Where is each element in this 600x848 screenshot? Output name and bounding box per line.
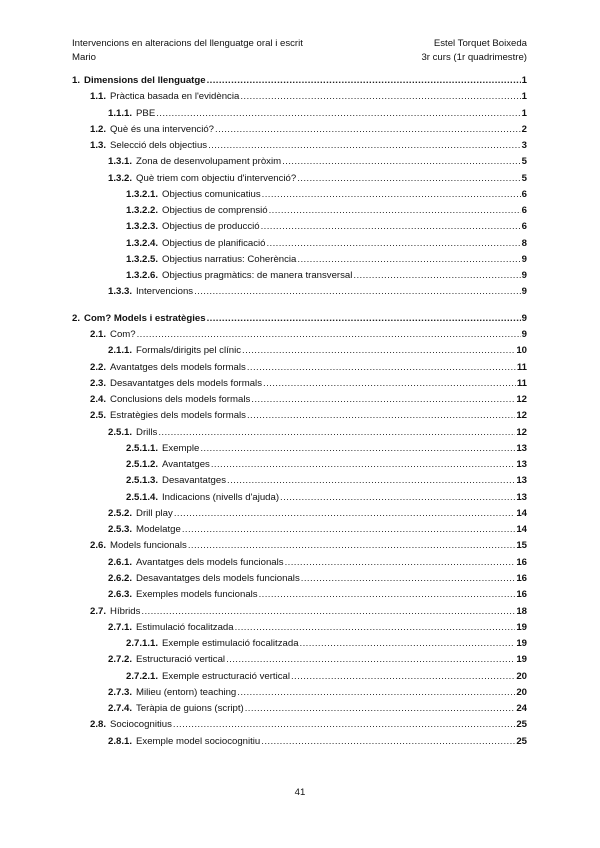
toc-entry-page: 14 bbox=[516, 524, 527, 536]
toc-entry-page: 20 bbox=[516, 686, 527, 698]
toc-entry-page: 19 bbox=[516, 654, 527, 666]
toc-entry-title: Estructuració vertical bbox=[136, 654, 226, 666]
toc-entry[interactable] bbox=[72, 636, 527, 652]
toc-entry-title: Com? bbox=[110, 328, 136, 340]
toc-entry[interactable] bbox=[72, 555, 527, 571]
toc-entry[interactable] bbox=[72, 89, 527, 105]
toc-entry-title: Exemple estimulació focalitzada bbox=[162, 638, 299, 650]
toc-entry-page: 16 bbox=[516, 572, 527, 584]
toc-entry-title: Objectius comunicatius bbox=[162, 188, 261, 200]
toc-entry-number: 1.1.1. bbox=[108, 107, 133, 119]
toc-leader-dots bbox=[297, 252, 520, 268]
toc-entry-number: 1.3.2. bbox=[108, 172, 133, 184]
toc-entry-number: 1.3.2.6. bbox=[126, 270, 159, 282]
toc-entry-title: Desavantatges dels models funcionals bbox=[136, 572, 300, 584]
toc-entry-number: 2.7.3. bbox=[108, 686, 133, 698]
toc-section-gap bbox=[72, 301, 527, 311]
toc-entry-number: 2.2. bbox=[90, 361, 107, 373]
toc-entry-title: Pràctica basada en l'evidència bbox=[110, 91, 240, 103]
page-header bbox=[72, 37, 527, 65]
toc-entry-title: Avantatges bbox=[162, 459, 210, 471]
toc-entry-title: Desavantatges dels models formals bbox=[110, 377, 262, 389]
toc-entry-page: 16 bbox=[516, 589, 527, 601]
toc-entry-title: Híbrids bbox=[110, 605, 141, 617]
toc-entry[interactable] bbox=[72, 203, 527, 219]
toc-entry-page: 13 bbox=[516, 491, 527, 503]
header-author: Estel Torquet Boixeda bbox=[433, 38, 527, 49]
toc-leader-dots bbox=[247, 408, 515, 424]
toc-leader-dots bbox=[237, 685, 515, 701]
toc-entry-title: Indicacions (nivells d'ajuda) bbox=[162, 491, 280, 503]
toc-leader-dots bbox=[269, 203, 521, 219]
toc-entry[interactable] bbox=[72, 701, 527, 717]
toc-entry-page: 18 bbox=[516, 605, 527, 617]
toc-entry-title: Què triem com objectiu d'intervenció? bbox=[136, 172, 297, 184]
toc-entry-page: 14 bbox=[516, 507, 527, 519]
toc-leader-dots bbox=[137, 327, 521, 343]
toc-entry-page: 9 bbox=[521, 328, 527, 340]
toc-entry-number: 2.7.1.1. bbox=[126, 638, 159, 650]
toc-entry-title: Objectius narratius: Coherència bbox=[162, 253, 297, 265]
toc-entry-number: 2. bbox=[72, 312, 81, 324]
toc-entry-title: Avantatges dels models formals bbox=[110, 361, 246, 373]
toc-leader-dots bbox=[158, 425, 515, 441]
toc-entry-title: Dimensions del llenguatge bbox=[84, 75, 206, 86]
toc-entry-title: Drills bbox=[136, 426, 158, 438]
toc-entry[interactable] bbox=[72, 685, 527, 701]
toc-entry-title: Modelatge bbox=[136, 524, 181, 536]
toc-entry-page: 1 bbox=[521, 91, 527, 103]
toc-leader-dots bbox=[227, 473, 515, 489]
toc-entry-number: 1.3. bbox=[90, 140, 107, 152]
toc-entry[interactable] bbox=[72, 669, 527, 685]
toc-entry[interactable] bbox=[72, 311, 527, 327]
toc-leader-dots bbox=[141, 604, 515, 620]
toc-entry-page: 10 bbox=[516, 345, 527, 357]
toc-entry-title: Estimulació focalitzada bbox=[136, 621, 234, 633]
toc-entry[interactable] bbox=[72, 327, 527, 343]
toc-entry-page: 8 bbox=[521, 237, 527, 249]
toc-entry-page: 25 bbox=[516, 719, 527, 731]
toc-leader-dots bbox=[297, 171, 520, 187]
toc-entry-page: 1 bbox=[521, 75, 527, 86]
toc-leader-dots bbox=[259, 587, 516, 603]
toc-entry-number: 2.7.4. bbox=[108, 703, 133, 715]
toc-entry-number: 2.4. bbox=[90, 394, 107, 406]
toc-entry[interactable] bbox=[72, 620, 527, 636]
toc-entry-title: Com? Models i estratègies bbox=[84, 312, 206, 324]
toc-leader-dots bbox=[208, 138, 521, 154]
toc-entry[interactable] bbox=[72, 408, 527, 424]
toc-entry[interactable] bbox=[72, 236, 527, 252]
toc-entry-number: 2.5.1.3. bbox=[126, 475, 159, 487]
toc-entry-page: 13 bbox=[516, 459, 527, 471]
toc-entry[interactable] bbox=[72, 360, 527, 376]
toc-entry-number: 2.7.1. bbox=[108, 621, 133, 633]
toc-entry[interactable] bbox=[72, 473, 527, 489]
toc-entry[interactable] bbox=[72, 106, 527, 122]
toc-entry-number: 2.8. bbox=[90, 719, 107, 731]
toc-entry-number: 2.5.1.1. bbox=[126, 442, 159, 454]
header-row-1 bbox=[72, 37, 527, 51]
toc-entry-title: Objectius de planificació bbox=[162, 237, 266, 249]
toc-entry-title: Objectius de comprensió bbox=[162, 205, 268, 217]
toc-entry[interactable] bbox=[72, 171, 527, 187]
toc-leader-dots bbox=[263, 376, 516, 392]
toc-leader-dots bbox=[291, 669, 515, 685]
toc-entry-title: PBE bbox=[136, 107, 156, 119]
toc-entry[interactable] bbox=[72, 268, 527, 284]
toc-entry-number: 2.5. bbox=[90, 410, 107, 422]
toc-entry[interactable] bbox=[72, 652, 527, 668]
toc-entry-number: 2.5.2. bbox=[108, 507, 133, 519]
toc-entry[interactable] bbox=[72, 538, 527, 554]
toc-leader-dots bbox=[242, 343, 515, 359]
toc-entry-page: 9 bbox=[521, 286, 527, 298]
toc-entry-number: 2.7.2. bbox=[108, 654, 133, 666]
toc-entry-number: 1.1. bbox=[90, 91, 107, 103]
toc-entry-number: 2.6.1. bbox=[108, 556, 133, 568]
toc-entry-page: 12 bbox=[516, 394, 527, 406]
table-of-contents bbox=[72, 73, 527, 750]
toc-entry-page: 16 bbox=[516, 556, 527, 568]
toc-entry-number: 1.3.2.4. bbox=[126, 237, 159, 249]
toc-entry[interactable] bbox=[72, 571, 527, 587]
toc-entry-number: 2.1.1. bbox=[108, 345, 133, 357]
toc-entry[interactable] bbox=[72, 506, 527, 522]
toc-entry-page: 12 bbox=[516, 426, 527, 438]
toc-entry[interactable] bbox=[72, 187, 527, 203]
toc-leader-dots bbox=[301, 571, 516, 587]
toc-entry-title: Formals/dirigits pel clínic bbox=[136, 345, 242, 357]
toc-leader-dots bbox=[261, 219, 521, 235]
toc-leader-dots bbox=[280, 490, 515, 506]
toc-entry[interactable] bbox=[72, 343, 527, 359]
toc-entry-page: 9 bbox=[521, 270, 527, 282]
toc-entry[interactable] bbox=[72, 219, 527, 235]
toc-entry-page: 19 bbox=[516, 621, 527, 633]
toc-entry-title: Avantatges dels models funcionals bbox=[136, 556, 284, 568]
toc-leader-dots bbox=[266, 236, 520, 252]
toc-leader-dots bbox=[240, 89, 520, 105]
toc-leader-dots bbox=[300, 636, 516, 652]
toc-entry[interactable] bbox=[72, 376, 527, 392]
toc-entry[interactable] bbox=[72, 122, 527, 138]
toc-entry[interactable] bbox=[72, 425, 527, 441]
toc-entry-page: 5 bbox=[521, 156, 527, 168]
toc-entry-number: 2.5.1.4. bbox=[126, 491, 159, 503]
toc-entry-number: 2.6.3. bbox=[108, 589, 133, 601]
header-term: 3r curs (1r quadrimestre) bbox=[421, 52, 527, 63]
toc-entry-title: Desavantatges bbox=[162, 475, 227, 487]
toc-leader-dots bbox=[235, 620, 516, 636]
toc-entry-number: 1.2. bbox=[90, 123, 107, 135]
toc-entry-number: 2.6.2. bbox=[108, 572, 133, 584]
toc-entry[interactable] bbox=[72, 717, 527, 733]
toc-entry-page: 6 bbox=[521, 221, 527, 233]
toc-leader-dots bbox=[285, 555, 516, 571]
toc-leader-dots bbox=[194, 284, 521, 300]
toc-entry-title: Teràpia de guions (script) bbox=[136, 703, 244, 715]
toc-entry-number: 2.5.1.2. bbox=[126, 459, 159, 471]
toc-leader-dots bbox=[251, 392, 515, 408]
toc-entry[interactable] bbox=[72, 587, 527, 603]
toc-entry-page: 19 bbox=[516, 638, 527, 650]
toc-entry-title: Exemple estructuració vertical bbox=[162, 670, 290, 682]
toc-entry-title: Estratègies dels models formals bbox=[110, 410, 246, 422]
toc-leader-dots bbox=[353, 268, 520, 284]
toc-entry-page: 25 bbox=[516, 735, 527, 747]
toc-entry-page: 11 bbox=[516, 361, 527, 373]
toc-entry-title: Zona de desenvolupament pròxim bbox=[136, 156, 282, 168]
toc-entry-page: 1 bbox=[521, 107, 527, 119]
toc-entry-number: 1.3.3. bbox=[108, 286, 133, 298]
toc-entry-title: Models funcionals bbox=[110, 540, 187, 552]
toc-entry-page: 13 bbox=[516, 442, 527, 454]
toc-entry[interactable] bbox=[72, 490, 527, 506]
header-course-title: Intervencions en alteracions del llenguatge oral i escrit bbox=[72, 38, 303, 49]
toc-leader-dots bbox=[207, 73, 521, 89]
toc-entry-page: 5 bbox=[521, 172, 527, 184]
toc-entry-page: 2 bbox=[521, 123, 527, 135]
toc-leader-dots bbox=[173, 717, 515, 733]
toc-entry-page: 9 bbox=[521, 253, 527, 265]
toc-leader-dots bbox=[261, 734, 515, 750]
toc-entry-page: 6 bbox=[521, 188, 527, 200]
toc-entry-number: 2.8.1. bbox=[108, 735, 133, 747]
toc-entry-number: 1.3.2.1. bbox=[126, 188, 159, 200]
toc-entry-number: 2.7.2.1. bbox=[126, 670, 159, 682]
toc-entry[interactable] bbox=[72, 604, 527, 620]
toc-entry-page: 24 bbox=[516, 703, 527, 715]
toc-leader-dots bbox=[182, 522, 516, 538]
header-row-2 bbox=[72, 51, 527, 65]
toc-entry-title: Conclusions dels models formals bbox=[110, 394, 251, 406]
toc-entry-page: 13 bbox=[516, 475, 527, 487]
toc-entry-number: 2.5.1. bbox=[108, 426, 133, 438]
toc-leader-dots bbox=[211, 457, 515, 473]
toc-entry-number: 1.3.2.2. bbox=[126, 205, 159, 217]
toc-leader-dots bbox=[282, 154, 521, 170]
toc-entry-page: 3 bbox=[521, 140, 527, 152]
toc-leader-dots bbox=[174, 506, 516, 522]
toc-entry-title: Exemple bbox=[162, 442, 200, 454]
toc-leader-dots bbox=[245, 701, 516, 717]
toc-entry[interactable] bbox=[72, 252, 527, 268]
toc-entry-title: Drill play bbox=[136, 507, 173, 519]
toc-entry-title: Exemple model sociocognitiu bbox=[136, 735, 261, 747]
toc-leader-dots bbox=[207, 311, 521, 327]
toc-entry[interactable] bbox=[72, 154, 527, 170]
toc-entry-number: 1.3.2.5. bbox=[126, 253, 159, 265]
toc-leader-dots bbox=[247, 360, 516, 376]
toc-entry[interactable] bbox=[72, 441, 527, 457]
toc-entry-number: 2.1. bbox=[90, 328, 107, 340]
toc-leader-dots bbox=[262, 187, 521, 203]
toc-entry-number: 2.7. bbox=[90, 605, 107, 617]
page-number: 41 bbox=[294, 787, 306, 798]
toc-entry-page: 15 bbox=[516, 540, 527, 552]
toc-entry-title: Sociocognitius bbox=[110, 719, 172, 731]
toc-entry-number: 1.3.2.3. bbox=[126, 221, 159, 233]
toc-entry-title: Intervencions bbox=[136, 286, 194, 298]
toc-entry-number: 2.6. bbox=[90, 540, 107, 552]
header-professor: Mario bbox=[72, 52, 96, 63]
toc-entry-title: Què és una intervenció? bbox=[110, 123, 215, 135]
toc-entry-page: 6 bbox=[521, 205, 527, 217]
toc-entry-number: 1.3.1. bbox=[108, 156, 133, 168]
toc-entry-number: 2.3. bbox=[90, 377, 107, 389]
toc-entry[interactable] bbox=[72, 392, 527, 408]
toc-entry-page: 11 bbox=[516, 377, 527, 389]
toc-leader-dots bbox=[188, 538, 516, 554]
toc-entry-page: 20 bbox=[516, 670, 527, 682]
toc-entry-title: Milieu (entorn) teaching bbox=[136, 686, 237, 698]
toc-entry-title: Exemples models funcionals bbox=[136, 589, 258, 601]
toc-entry-title: Objectius de producció bbox=[162, 221, 260, 233]
toc-entry-number: 1. bbox=[72, 75, 81, 86]
toc-entry[interactable] bbox=[72, 138, 527, 154]
toc-entry-page: 12 bbox=[516, 410, 527, 422]
toc-entry-title: Objectius pragmàtics: de manera transversal bbox=[162, 270, 353, 282]
toc-leader-dots bbox=[156, 106, 520, 122]
toc-entry-number: 2.5.3. bbox=[108, 524, 133, 536]
toc-leader-dots bbox=[215, 122, 521, 138]
toc-leader-dots bbox=[226, 652, 515, 668]
toc-entry-title: Selecció dels objectius bbox=[110, 140, 208, 152]
toc-entry[interactable] bbox=[72, 73, 527, 89]
toc-leader-dots bbox=[200, 441, 515, 457]
toc-entry[interactable] bbox=[72, 457, 527, 473]
toc-entry-page: 9 bbox=[521, 312, 527, 324]
toc-entry[interactable] bbox=[72, 522, 527, 538]
toc-entry[interactable] bbox=[72, 734, 527, 750]
toc-entry[interactable] bbox=[72, 284, 527, 300]
